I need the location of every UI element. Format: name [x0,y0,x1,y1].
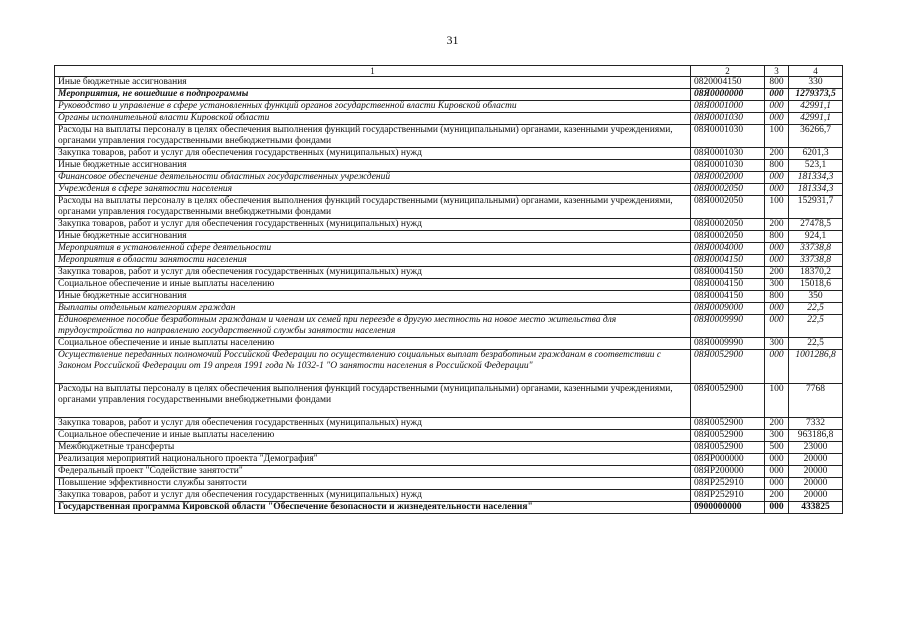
budget-table [54,65,843,514]
row-code-cell: 08Я0002050 [691,231,765,243]
column-header-row [55,66,843,77]
row-sum-cell: 181334,3 [789,172,843,184]
row-name-cell: Мероприятия, не вошедшие в подпрограммы [55,89,691,101]
table-row [55,466,843,478]
row-type-cell: 000 [765,478,789,490]
row-code-cell: 08Я0052900 [691,442,765,454]
row-code-cell: 08Я0052900 [691,430,765,442]
row-sum-cell: 20000 [789,490,843,502]
row-name-cell: Социальное обеспечение и иные выплаты населению [55,430,691,442]
row-code-cell: 0820004150 [691,77,765,89]
row-code-cell: 08Я0001030 [691,148,765,160]
row-name-cell: Иные бюджетные ассигнования [55,160,691,172]
row-code-cell: 08ЯP200000 [691,466,765,478]
row-type-cell: 000 [765,89,789,101]
row-code-cell: 08Я0009990 [691,338,765,350]
column-header-name: 1 [55,66,691,77]
row-name-cell: Федеральный проект "Содействие занятости" [55,466,691,478]
table-row [55,303,843,315]
row-code-cell: 08Я0002050 [691,184,765,196]
row-sum-cell: 22,5 [789,303,843,315]
row-sum-cell: 7332 [789,418,843,430]
table-row [55,113,843,125]
row-type-cell: 800 [765,291,789,303]
row-name-cell: Иные бюджетные ассигнования [55,77,691,89]
row-name-cell: Расходы на выплаты персоналу в целях обеспечения выполнения функций государственными (муниципальными) органами, казенными учреждениями, органами управления государственными внебюджетными фондами [55,384,691,418]
row-sum-cell: 181334,3 [789,184,843,196]
row-code-cell: 0900000000 [691,502,765,514]
row-name-cell: Финансовое обеспечение деятельности областных государственных учреждений [55,172,691,184]
row-sum-cell: 963186,8 [789,430,843,442]
row-type-cell: 100 [765,125,789,148]
row-name-cell: Расходы на выплаты персоналу в целях обеспечения выполнения функций государственными (муниципальными) органами, казенными учреждениями, органами управления государственными внебюджетными фондами [55,196,691,219]
row-code-cell: 08Я0000000 [691,89,765,101]
row-type-cell: 500 [765,442,789,454]
column-header-type: 3 [765,66,789,77]
row-code-cell: 08Я0001030 [691,113,765,125]
row-name-cell: Закупка товаров, работ и услуг для обеспечения государственных (муниципальных) нужд [55,219,691,231]
row-sum-cell: 152931,7 [789,196,843,219]
row-type-cell: 000 [765,172,789,184]
row-sum-cell: 42991,1 [789,113,843,125]
row-type-cell: 000 [765,315,789,338]
row-name-cell: Руководство и управление в сфере установленных функций органов государственной власти Кировской области [55,101,691,113]
row-code-cell: 08Я0009990 [691,315,765,338]
row-sum-cell: 27478,5 [789,219,843,231]
row-code-cell: 08Я0002050 [691,196,765,219]
row-sum-cell: 42991,1 [789,101,843,113]
row-code-cell: 08Я0004150 [691,267,765,279]
row-type-cell: 300 [765,279,789,291]
row-sum-cell: 523,1 [789,160,843,172]
row-type-cell: 200 [765,219,789,231]
row-sum-cell: 22,5 [789,338,843,350]
row-type-cell: 000 [765,466,789,478]
budget-table-body [55,66,843,514]
row-name-cell: Государственная программа Кировской области "Обеспечение безопасности и жизнедеятельности населения" [55,502,691,514]
row-name-cell: Осуществление переданных полномочий Российской Федерации по осуществлению социальных выплат безработным гражданам в соответствии с Законом Российской Федерации от 19 апреля 1991 года № 1032-1 "О занятости населения в Российской Федерации" [55,350,691,384]
table-row [55,478,843,490]
table-row [55,350,843,384]
table-row [55,231,843,243]
row-sum-cell: 20000 [789,466,843,478]
row-type-cell: 100 [765,384,789,418]
row-type-cell: 000 [765,113,789,125]
row-code-cell: 08ЯP252910 [691,478,765,490]
row-sum-cell: 22,5 [789,315,843,338]
row-sum-cell: 6201,3 [789,148,843,160]
row-type-cell: 200 [765,490,789,502]
row-code-cell: 08Я0001000 [691,101,765,113]
table-row [55,148,843,160]
row-name-cell: Закупка товаров, работ и услуг для обеспечения государственных (муниципальных) нужд [55,490,691,502]
row-type-cell: 200 [765,267,789,279]
budget-table-container [54,65,842,514]
column-header-code: 2 [691,66,765,77]
row-code-cell: 08ЯP000000 [691,454,765,466]
row-type-cell: 000 [765,101,789,113]
row-name-cell: Закупка товаров, работ и услуг для обеспечения государственных (муниципальных) нужд [55,148,691,160]
row-code-cell: 08Я0052900 [691,418,765,430]
table-row [55,101,843,113]
table-row [55,430,843,442]
row-name-cell: Расходы на выплаты персоналу в целях обеспечения выполнения функций государственными (муниципальными) органами, казенными учреждениями, органами управления государственными внебюджетными фондами [55,125,691,148]
row-name-cell: Органы исполнительной власти Кировской области [55,113,691,125]
table-row [55,172,843,184]
table-row [55,219,843,231]
table-row [55,184,843,196]
row-type-cell: 000 [765,303,789,315]
row-sum-cell: 36266,7 [789,125,843,148]
table-row [55,338,843,350]
row-type-cell: 300 [765,338,789,350]
row-name-cell: Межбюджетные трансферты [55,442,691,454]
row-code-cell: 08Я0004150 [691,279,765,291]
page-number: 31 [446,33,459,47]
table-row [55,291,843,303]
table-row [55,243,843,255]
table-row [55,502,843,514]
row-name-cell: Учреждения в сфере занятости населения [55,184,691,196]
row-sum-cell: 350 [789,291,843,303]
row-name-cell: Выплаты отдельным категориям граждан [55,303,691,315]
row-code-cell: 08Я0002050 [691,219,765,231]
row-code-cell: 08Я0001030 [691,160,765,172]
row-sum-cell: 18370,2 [789,267,843,279]
row-name-cell: Повышение эффективности службы занятости [55,478,691,490]
row-code-cell: 08Я0004150 [691,255,765,267]
table-row [55,160,843,172]
row-type-cell: 200 [765,148,789,160]
row-type-cell: 300 [765,430,789,442]
row-type-cell: 800 [765,231,789,243]
row-code-cell: 08ЯP252910 [691,490,765,502]
row-type-cell: 000 [765,454,789,466]
table-row [55,267,843,279]
row-type-cell: 000 [765,502,789,514]
table-row [55,279,843,291]
row-type-cell: 100 [765,196,789,219]
row-code-cell: 08Я0002000 [691,172,765,184]
row-type-cell: 000 [765,243,789,255]
table-row [55,384,843,418]
row-type-cell: 800 [765,77,789,89]
row-type-cell: 000 [765,350,789,384]
table-row [55,89,843,101]
row-code-cell: 08Я0009000 [691,303,765,315]
row-type-cell: 000 [765,255,789,267]
row-name-cell: Единовременное пособие безработным гражданам и членам их семей при переезде в другую местность на новое место жительства для трудоустройства по направлению государственной службы занятости населения [55,315,691,338]
table-row [55,125,843,148]
row-code-cell: 08Я0004150 [691,291,765,303]
row-type-cell: 800 [765,160,789,172]
table-row [55,490,843,502]
table-row [55,454,843,466]
row-code-cell: 08Я0004000 [691,243,765,255]
row-sum-cell: 330 [789,77,843,89]
row-type-cell: 000 [765,184,789,196]
table-row [55,196,843,219]
row-sum-cell: 1001286,8 [789,350,843,384]
row-name-cell: Иные бюджетные ассигнования [55,291,691,303]
row-type-cell: 200 [765,418,789,430]
row-sum-cell: 7768 [789,384,843,418]
row-sum-cell: 15018,6 [789,279,843,291]
table-row [55,77,843,89]
row-name-cell: Мероприятия в установленной сфере деятельности [55,243,691,255]
row-code-cell: 08Я0052900 [691,350,765,384]
table-row [55,418,843,430]
table-row [55,315,843,338]
row-sum-cell: 433825 [789,502,843,514]
row-name-cell: Закупка товаров, работ и услуг для обеспечения государственных (муниципальных) нужд [55,267,691,279]
row-name-cell: Социальное обеспечение и иные выплаты населению [55,279,691,291]
row-sum-cell: 20000 [789,454,843,466]
row-sum-cell: 23000 [789,442,843,454]
row-sum-cell: 1279373,5 [789,89,843,101]
row-name-cell: Реализация мероприятий национального проекта "Демография" [55,454,691,466]
row-code-cell: 08Я0001030 [691,125,765,148]
column-header-sum: 4 [789,66,843,77]
row-sum-cell: 33738,8 [789,255,843,267]
table-row [55,255,843,267]
row-sum-cell: 924,1 [789,231,843,243]
row-sum-cell: 33738,8 [789,243,843,255]
row-name-cell: Мероприятия в области занятости населения [55,255,691,267]
table-row [55,442,843,454]
row-sum-cell: 20000 [789,478,843,490]
row-name-cell: Иные бюджетные ассигнования [55,231,691,243]
row-name-cell: Социальное обеспечение и иные выплаты населению [55,338,691,350]
row-name-cell: Закупка товаров, работ и услуг для обеспечения государственных (муниципальных) нужд [55,418,691,430]
row-code-cell: 08Я0052900 [691,384,765,418]
